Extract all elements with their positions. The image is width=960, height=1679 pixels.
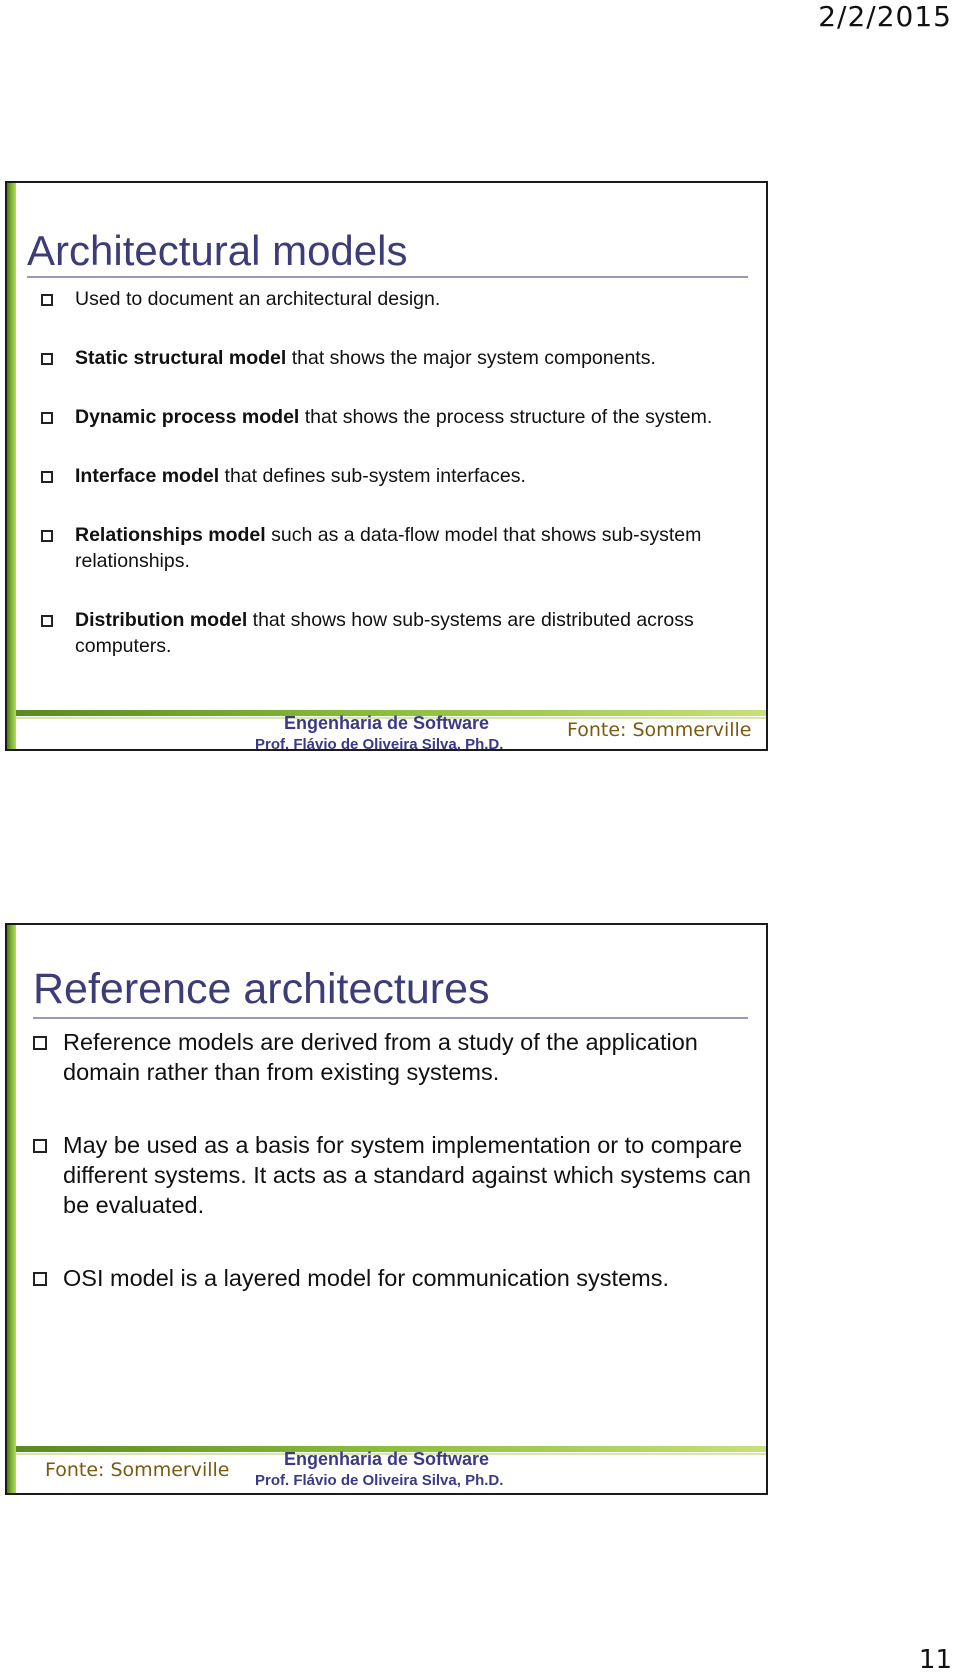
slide-left-accent-bar bbox=[7, 925, 16, 1493]
bullet-item bbox=[41, 286, 741, 312]
square-bullet-icon bbox=[41, 471, 53, 483]
square-bullet-icon bbox=[41, 412, 53, 424]
bullet-list bbox=[33, 1027, 753, 1336]
bullet-text: that shows the major system components. bbox=[286, 347, 656, 369]
bullet-item bbox=[41, 463, 741, 489]
footer-course-name: Engenharia de Software bbox=[284, 1449, 490, 1469]
page-date: 2/2/2015 bbox=[818, 0, 952, 33]
bullet-bold-term: Dynamic process model bbox=[75, 406, 300, 428]
footer-course-name: Engenharia de Software bbox=[284, 713, 490, 733]
bullet-item bbox=[41, 345, 741, 371]
bullet-text: such as a data-flow model that shows sub-system relationships. bbox=[75, 524, 702, 572]
square-bullet-icon bbox=[33, 1272, 47, 1286]
title-underline bbox=[27, 276, 748, 278]
slide-architectural-models bbox=[5, 181, 768, 751]
slide-title: Architectural models bbox=[27, 227, 408, 274]
bullet-text: May be used as a basis for system implementation or to compare different systems. It acts as a standard against which systems can be evaluated. bbox=[63, 1132, 751, 1218]
footer-source: Fonte: Sommerville bbox=[45, 1459, 230, 1481]
title-underline bbox=[33, 1017, 748, 1019]
square-bullet-icon bbox=[41, 530, 53, 542]
square-bullet-icon bbox=[41, 615, 53, 627]
slide-title: Reference architectures bbox=[33, 965, 490, 1013]
bullet-item bbox=[33, 1027, 753, 1087]
slide-left-accent-bar bbox=[7, 183, 16, 749]
square-bullet-icon bbox=[41, 353, 53, 365]
bullet-item bbox=[33, 1263, 753, 1293]
bullet-bold-term: Relationships model bbox=[75, 524, 266, 546]
bullet-text: that shows the process structure of the system. bbox=[299, 406, 713, 428]
bullet-item bbox=[41, 607, 741, 659]
square-bullet-icon bbox=[33, 1036, 47, 1050]
bullet-list bbox=[41, 286, 741, 692]
page-number: 11 bbox=[918, 1645, 952, 1675]
bullet-bold-term: Static structural model bbox=[75, 347, 287, 369]
square-bullet-icon bbox=[33, 1139, 47, 1153]
bullet-text: OSI model is a layered model for communication systems. bbox=[63, 1265, 670, 1291]
bullet-bold-term: Interface model bbox=[75, 465, 220, 487]
footer-professor: Prof. Flávio de Oliveira Silva, Ph.D. bbox=[255, 1472, 504, 1489]
bullet-text: that defines sub-system interfaces. bbox=[219, 465, 526, 487]
footer-source: Fonte: Sommerville bbox=[567, 719, 752, 741]
bullet-bold-term: Distribution model bbox=[75, 609, 248, 631]
slide-reference-architectures bbox=[5, 923, 768, 1495]
bullet-text: Used to document an architectural design. bbox=[75, 288, 441, 310]
bullet-text: that shows how sub-systems are distributed across computers. bbox=[75, 609, 694, 657]
bullet-item bbox=[33, 1130, 753, 1220]
bullet-item bbox=[41, 522, 741, 574]
footer-professor: Prof. Flávio de Oliveira Silva, Ph.D. bbox=[255, 736, 504, 753]
square-bullet-icon bbox=[41, 294, 53, 306]
bullet-item bbox=[41, 404, 741, 430]
bullet-text: Reference models are derived from a study of the application domain rather than from existing systems. bbox=[63, 1029, 698, 1085]
